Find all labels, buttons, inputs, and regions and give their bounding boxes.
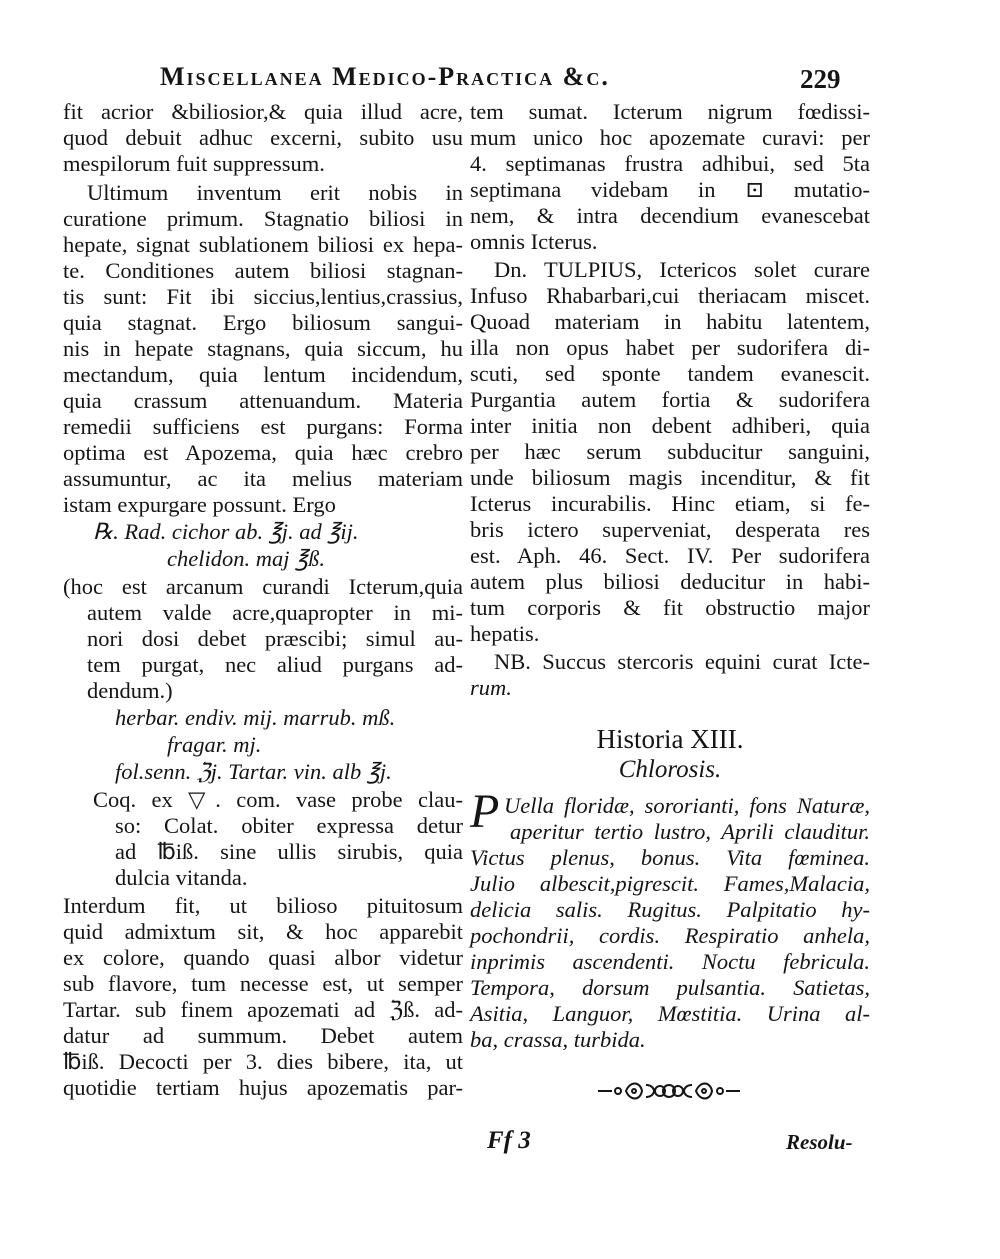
text-line: assumuntur, ac ita melius materiam: [63, 466, 463, 491]
text-line: autem valde acre,quapropter in mi-: [87, 600, 463, 625]
text-line: quotidie tertiam hujus apozematis par-: [63, 1075, 463, 1100]
text-line: quia crassum attenuandum. Materia: [63, 388, 463, 413]
text-line: illa non opus habet per sudorifera di-: [470, 335, 870, 360]
text-line: fit acrior &biliosior,& quia illud acre,: [63, 99, 463, 124]
text-line: hepatis.: [470, 621, 540, 646]
text-line: est. Aph. 46. Sect. IV. Per sudorifera: [470, 543, 870, 568]
text-line: delicia salis. Rugitus. Palpitatio hy-: [470, 897, 870, 922]
text-line: dulcia vitanda.: [115, 865, 248, 890]
text-line: tum corporis & fit obstructio major: [470, 595, 870, 620]
text-line: Icterus incurabilis. Hinc etiam, si fe-: [470, 491, 870, 516]
text-line: inter initia non debent adhiberi, quia: [470, 413, 870, 438]
text-line: Uella floridæ, sororianti, fons Naturæ,: [504, 793, 870, 818]
text-line: per hæc serum subducitur sanguini,: [470, 439, 870, 464]
text-line: quid admixtum sit, & hoc apparebit: [63, 919, 463, 944]
text-line: scuti, sed sponte tandem evanescit.: [470, 361, 870, 386]
signature-mark: Ff 3: [487, 1127, 531, 1154]
text-line: aperitur tertio lustro, Aprili clauditur.: [510, 819, 870, 844]
text-line: nori dosi debet præscibi; simul au-: [87, 626, 463, 651]
text-line: Interdum fit, ut bilioso pituitosum: [63, 893, 463, 918]
text-line: ℔iß. Decocti per 3. dies bibere, ita, ut: [63, 1049, 463, 1074]
text-line: ex colore, quando quasi albor videtur: [63, 945, 463, 970]
recipe-line: fragar. mj.: [167, 732, 262, 757]
text-line: tis sunt: Fit ibi siccius,lentius,crassius,: [63, 284, 463, 309]
text-line: tem purgat, nec aliud purgans ad-: [87, 652, 463, 677]
text-line: inprimis ascendenti. Noctu febricula.: [470, 949, 870, 974]
text-line: dendum.): [87, 678, 173, 703]
text-line: mespilorum fuit suppressum.: [63, 151, 325, 176]
recipe-line: fol.senn. ℨj. Tartar. vin. alb ℥j.: [115, 759, 392, 784]
page-number: 229: [800, 64, 841, 94]
text-line: Ultimum inventum erit nobis in: [87, 180, 463, 205]
text-line: Coq. ex ▽. com. vase probe clau-: [93, 787, 463, 812]
text-line: omnis Icterus.: [470, 229, 598, 254]
text-line: hepate, signat sublationem biliosi ex hepa-: [63, 232, 463, 257]
text-line: Purgantia autem fortia & sudorifera: [470, 387, 870, 412]
recipe-line: ℞. Rad. cichor ab. ℥j. ad ℥ij.: [93, 519, 359, 544]
drop-cap: P: [470, 785, 500, 838]
text-line: sub flavore, tum necesse est, ut semper: [63, 971, 463, 996]
text-line: Dn. TULPIUS, Ictericos solet curare: [494, 257, 870, 282]
text-line: ad ℔iß. sine ullis sirubis, quia: [115, 839, 463, 864]
text-line: te. Conditiones autem biliosi stagnan-: [63, 258, 463, 283]
text-line: Victus plenus, bonus. Vita fœminea.: [470, 845, 870, 870]
text-line: mectandum, quia lentum incidendum,: [63, 362, 463, 387]
text-line: optima est Apozema, quia hæc crebro: [63, 440, 463, 465]
text-line: so: Colat. obiter expressa detur: [115, 813, 463, 838]
running-title: Miscellanea Medico-Practica &c.: [160, 62, 610, 91]
text-line: quia stagnat. Ergo biliosum sangui-: [63, 310, 463, 335]
text-line: remedii sufficiens est purgans: Forma: [63, 414, 463, 439]
catchword: Resolu-: [786, 1130, 853, 1154]
text-line: autem plus biliosi deducitur in habi-: [470, 569, 870, 594]
text-line: nem, & intra decendium evanescebat: [470, 203, 870, 228]
text-line: Tartar. sub finem apozemati ad ℨß. ad-: [63, 997, 463, 1022]
text-line: Julio albescit,pigrescit. Fames,Malacia,: [470, 871, 870, 896]
recipe-line: chelidon. maj ℥ß.: [167, 546, 325, 571]
text-line: (hoc est arcanum curandi Icterum,quia: [63, 574, 463, 599]
text-line: Tempora, dorsum pulsantia. Satietas,: [470, 975, 870, 1000]
recipe-line: herbar. endiv. mij. marrub. mß.: [115, 705, 396, 730]
text-line: 4. septimanas frustra adhibui, sed 5ta: [470, 151, 870, 176]
text-line: mum unico hoc apozemate curavi: per: [470, 125, 870, 150]
text-line: rum.: [470, 675, 512, 700]
text-line: datur ad summum. Debet autem: [63, 1023, 463, 1048]
text-line: curatione primum. Stagnatio biliosi in: [63, 206, 463, 231]
text-line: nis in hepate stagnans, quia siccum, hu: [63, 336, 463, 361]
text-line: Quoad materiam in habitu latentem,: [470, 309, 870, 334]
text-line: Asitia, Languor, Mœstitia. Urina al-: [470, 1001, 870, 1026]
text-line: septimana videbam in ⊡ mutatio-: [470, 177, 870, 202]
text-line: ba, crassa, turbida.: [470, 1027, 646, 1052]
ornament-icon: [594, 1078, 744, 1104]
text-line: quod debuit adhuc excerni, subito usu: [63, 125, 463, 150]
text-line: unde biliosum magis incenditur, & fit: [470, 465, 870, 490]
text-line: Infuso Rhabarbari,cui theriacam miscet.: [470, 283, 870, 308]
text-line: pochondrii, cordis. Respiratio anhela,: [470, 923, 870, 948]
text-line: istam expurgare possunt. Ergo: [63, 492, 336, 517]
section-subheading: Chlorosis.: [618, 756, 722, 783]
text-line: tem sumat. Icterum nigrum fœdissi-: [470, 99, 870, 124]
text-line: bris ictero superveniat, desperata res: [470, 517, 870, 542]
text-line: NB. Succus stercoris equini curat Icte-: [494, 649, 870, 674]
section-heading: Historia XIII.: [596, 724, 744, 754]
